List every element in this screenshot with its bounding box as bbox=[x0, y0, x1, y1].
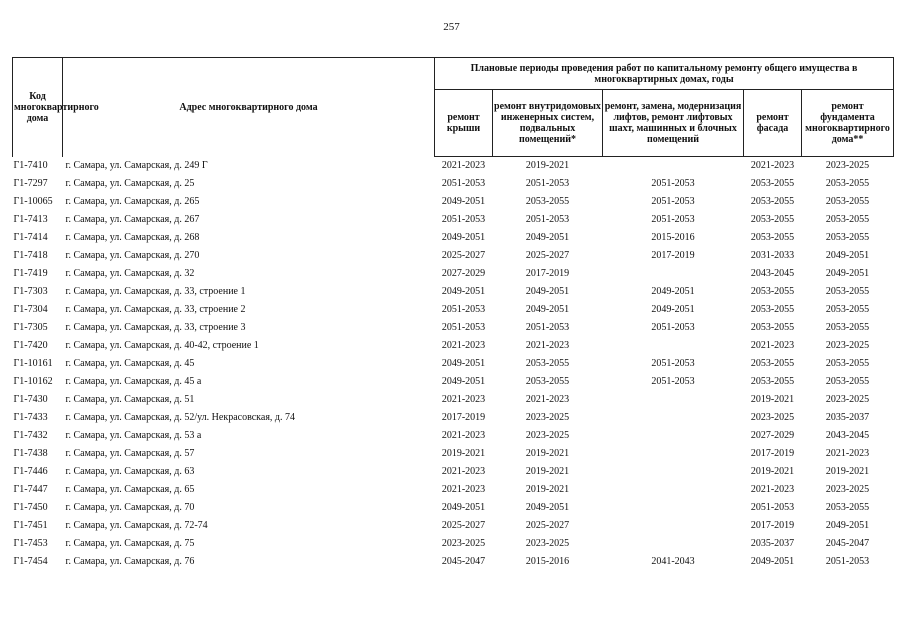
cell-facade: 2019-2021 bbox=[750, 466, 795, 477]
cell-roof: 2049-2051 bbox=[441, 502, 486, 513]
header-lifts: ремонт, замена, модернизация лифтов, ремонт лифтовых шахт, машинных и блочных помещений bbox=[603, 90, 744, 157]
table-row bbox=[13, 445, 894, 463]
cell-engineering: 2053-2055 bbox=[525, 196, 570, 207]
cell-foundation: 2053-2055 bbox=[825, 286, 870, 297]
table-row bbox=[13, 553, 894, 571]
cell-code: Г1-7450 bbox=[13, 502, 48, 513]
cell-roof: 2051-2053 bbox=[441, 178, 486, 189]
cell-roof: 2027-2029 bbox=[441, 268, 486, 279]
cell-address: г. Самара, ул. Самарская, д. 72-74 bbox=[65, 520, 208, 531]
cell-engineering: 2049-2051 bbox=[525, 286, 570, 297]
header-facade: ремонт фасада bbox=[744, 90, 802, 157]
cell-lifts: 2051-2053 bbox=[651, 214, 695, 225]
cell-code: Г1-7410 bbox=[13, 159, 48, 171]
cell-code: Г1-7418 bbox=[13, 250, 48, 261]
cell-address: г. Самара, ул. Самарская, д. 57 bbox=[65, 448, 195, 459]
header-periods: Плановые периоды проведения работ по капитальному ремонту общего имущества в многоквартирных домах, годы bbox=[435, 58, 894, 90]
cell-foundation: 2053-2055 bbox=[825, 376, 870, 387]
cell-address: г. Самара, ул. Самарская, д. 70 bbox=[65, 502, 195, 513]
header-foundation: ремонт фундамента многоквартирного дома** bbox=[802, 90, 894, 157]
cell-address: г. Самара, ул. Самарская, д. 33, строение 1 bbox=[65, 286, 246, 297]
cell-facade: 2043-2045 bbox=[750, 268, 795, 279]
header-address: Адрес многоквартирного дома bbox=[63, 58, 435, 157]
cell-address: г. Самара, ул. Самарская, д. 53 а bbox=[65, 430, 202, 441]
cell-foundation: 2053-2055 bbox=[825, 196, 870, 207]
cell-engineering: 2053-2055 bbox=[525, 376, 570, 387]
cell-lifts: 2049-2051 bbox=[651, 304, 695, 315]
table-row bbox=[13, 355, 894, 373]
cell-foundation: 2049-2051 bbox=[825, 250, 870, 261]
cell-engineering: 2023-2025 bbox=[525, 412, 570, 423]
cell-lifts bbox=[603, 517, 744, 535]
cell-engineering: 2019-2021 bbox=[525, 448, 570, 459]
page-number: 257 bbox=[443, 21, 460, 33]
cell-engineering: 2021-2023 bbox=[525, 340, 570, 351]
cell-facade: 2019-2021 bbox=[750, 394, 795, 405]
cell-roof: 2021-2023 bbox=[441, 160, 486, 171]
cell-lifts bbox=[603, 157, 744, 176]
cell-code: Г1-7420 bbox=[13, 340, 48, 351]
table-row bbox=[13, 427, 894, 445]
cell-lifts: 2051-2053 bbox=[651, 322, 695, 333]
cell-address: г. Самара, ул. Самарская, д. 75 bbox=[65, 538, 195, 549]
cell-facade: 2035-2037 bbox=[750, 538, 795, 549]
cell-engineering: 2051-2053 bbox=[525, 322, 570, 333]
cell-roof: 2021-2023 bbox=[441, 484, 486, 495]
cell-address: г. Самара, ул. Самарская, д. 45 bbox=[65, 358, 195, 369]
cell-address: г. Самара, ул. Самарская, д. 51 bbox=[65, 394, 195, 405]
cell-foundation: 2043-2045 bbox=[825, 430, 870, 441]
cell-facade: 2021-2023 bbox=[750, 340, 795, 351]
cell-facade: 2053-2055 bbox=[750, 178, 795, 189]
cell-foundation: 2053-2055 bbox=[825, 502, 870, 513]
table-row bbox=[13, 175, 894, 193]
cell-lifts bbox=[603, 427, 744, 445]
cell-foundation: 2023-2025 bbox=[825, 394, 870, 405]
cell-roof: 2051-2053 bbox=[441, 304, 486, 315]
cell-lifts bbox=[603, 481, 744, 499]
cell-foundation: 2049-2051 bbox=[825, 268, 870, 279]
table-body bbox=[13, 157, 894, 572]
header-roof: ремонт крыши bbox=[435, 90, 493, 157]
table-row bbox=[13, 319, 894, 337]
cell-lifts bbox=[603, 265, 744, 283]
cell-facade: 2023-2025 bbox=[750, 412, 795, 423]
table-row bbox=[13, 301, 894, 319]
cell-roof: 2051-2053 bbox=[441, 322, 486, 333]
cell-lifts: 2051-2053 bbox=[651, 358, 695, 369]
cell-engineering: 2017-2019 bbox=[525, 268, 570, 279]
table-row bbox=[13, 499, 894, 517]
cell-address: г. Самара, ул. Самарская, д. 33, строение 2 bbox=[65, 304, 246, 315]
table-row bbox=[13, 535, 894, 553]
table-row bbox=[13, 265, 894, 283]
cell-roof: 2049-2051 bbox=[441, 358, 486, 369]
cell-roof: 2021-2023 bbox=[441, 466, 486, 477]
cell-facade: 2053-2055 bbox=[750, 358, 795, 369]
cell-foundation: 2035-2037 bbox=[825, 412, 870, 423]
cell-foundation: 2023-2025 bbox=[825, 160, 870, 171]
cell-facade: 2017-2019 bbox=[750, 448, 795, 459]
cell-lifts: 2017-2019 bbox=[651, 250, 695, 261]
cell-code: Г1-7414 bbox=[13, 232, 48, 243]
table-row bbox=[13, 517, 894, 535]
table-row bbox=[13, 283, 894, 301]
cell-facade: 2053-2055 bbox=[750, 286, 795, 297]
table-row bbox=[13, 463, 894, 481]
cell-engineering: 2049-2051 bbox=[525, 304, 570, 315]
cell-foundation: 2021-2023 bbox=[825, 448, 870, 459]
cell-facade: 2053-2055 bbox=[750, 196, 795, 207]
cell-code: Г1-7297 bbox=[13, 178, 48, 189]
cell-roof: 2017-2019 bbox=[441, 412, 486, 423]
cell-code: Г1-7432 bbox=[13, 430, 48, 441]
cell-engineering: 2049-2051 bbox=[525, 502, 570, 513]
cell-facade: 2021-2023 bbox=[750, 160, 795, 171]
cell-address: г. Самара, ул. Самарская, д. 45 а bbox=[65, 376, 202, 387]
cell-facade: 2053-2055 bbox=[750, 232, 795, 243]
cell-lifts bbox=[603, 535, 744, 553]
table-row bbox=[13, 409, 894, 427]
cell-address: г. Самара, ул. Самарская, д. 32 bbox=[65, 268, 195, 279]
cell-engineering: 2049-2051 bbox=[525, 232, 570, 243]
cell-code: Г1-7433 bbox=[13, 412, 48, 423]
cell-foundation: 2019-2021 bbox=[825, 466, 870, 477]
cell-code: Г1-10161 bbox=[13, 358, 53, 369]
cell-foundation: 2053-2055 bbox=[825, 232, 870, 243]
cell-lifts: 2051-2053 bbox=[651, 196, 695, 207]
cell-foundation: 2053-2055 bbox=[825, 358, 870, 369]
cell-engineering: 2015-2016 bbox=[525, 556, 570, 567]
table-row bbox=[13, 229, 894, 247]
table-header bbox=[13, 58, 894, 157]
cell-code: Г1-7419 bbox=[13, 268, 48, 279]
table-row bbox=[13, 391, 894, 409]
cell-foundation: 2023-2025 bbox=[825, 340, 870, 351]
cell-foundation: 2051-2053 bbox=[825, 556, 870, 567]
table-row bbox=[13, 157, 894, 176]
cell-foundation: 2053-2055 bbox=[825, 214, 870, 225]
cell-engineering: 2051-2053 bbox=[525, 178, 570, 189]
cell-lifts bbox=[603, 445, 744, 463]
capital-repair-table bbox=[12, 57, 894, 571]
table-row bbox=[13, 373, 894, 391]
cell-roof: 2051-2053 bbox=[441, 214, 486, 225]
table-row bbox=[13, 211, 894, 229]
cell-engineering: 2021-2023 bbox=[525, 394, 570, 405]
cell-roof: 2049-2051 bbox=[441, 286, 486, 297]
cell-address: г. Самара, ул. Самарская, д. 265 bbox=[65, 196, 200, 207]
header-engineering: ремонт внутридомовых инженерных систем, подвальных помещений* bbox=[493, 90, 603, 157]
cell-foundation: 2053-2055 bbox=[825, 322, 870, 333]
cell-lifts: 2015-2016 bbox=[651, 232, 695, 243]
cell-facade: 2053-2055 bbox=[750, 214, 795, 225]
cell-engineering: 2025-2027 bbox=[525, 520, 570, 531]
cell-code: Г1-7451 bbox=[13, 520, 48, 531]
cell-roof: 2019-2021 bbox=[441, 448, 486, 459]
cell-address: г. Самара, ул. Самарская, д. 25 bbox=[65, 178, 195, 189]
cell-code: Г1-7430 bbox=[13, 394, 48, 405]
cell-facade: 2031-2033 bbox=[750, 250, 795, 261]
cell-code: Г1-7305 bbox=[13, 322, 48, 333]
cell-address: г. Самара, ул. Самарская, д. 33, строение 3 bbox=[65, 322, 246, 333]
table-row bbox=[13, 481, 894, 499]
cell-roof: 2025-2027 bbox=[441, 520, 486, 531]
cell-lifts bbox=[603, 391, 744, 409]
cell-lifts bbox=[603, 499, 744, 517]
cell-foundation: 2023-2025 bbox=[825, 484, 870, 495]
cell-lifts: 2051-2053 bbox=[651, 178, 695, 189]
table-row bbox=[13, 337, 894, 355]
cell-foundation: 2053-2055 bbox=[825, 304, 870, 315]
header-code: Код многоквартирного дома bbox=[13, 58, 63, 157]
cell-roof: 2021-2023 bbox=[441, 340, 486, 351]
cell-address: г. Самара, ул. Самарская, д. 270 bbox=[65, 250, 200, 261]
cell-lifts: 2041-2043 bbox=[651, 556, 695, 567]
cell-facade: 2053-2055 bbox=[750, 376, 795, 387]
cell-engineering: 2019-2021 bbox=[525, 484, 570, 495]
cell-code: Г1-7446 bbox=[13, 466, 48, 477]
cell-code: Г1-7303 bbox=[13, 286, 48, 297]
cell-address: г. Самара, ул. Самарская, д. 52/ул. Некрасовская, д. 74 bbox=[65, 412, 296, 423]
cell-address: г. Самара, ул. Самарская, д. 268 bbox=[65, 232, 200, 243]
cell-roof: 2021-2023 bbox=[441, 394, 486, 405]
cell-facade: 2027-2029 bbox=[750, 430, 795, 441]
table-row bbox=[13, 193, 894, 211]
cell-facade: 2051-2053 bbox=[750, 502, 795, 513]
cell-engineering: 2023-2025 bbox=[525, 430, 570, 441]
cell-engineering: 2023-2025 bbox=[525, 538, 570, 549]
cell-roof: 2049-2051 bbox=[441, 376, 486, 387]
cell-code: Г1-7453 bbox=[13, 538, 48, 549]
cell-code: Г1-7454 bbox=[13, 556, 48, 567]
cell-address: г. Самара, ул. Самарская, д. 249 Г bbox=[65, 159, 208, 171]
cell-engineering: 2051-2053 bbox=[525, 214, 570, 225]
cell-lifts bbox=[603, 409, 744, 427]
cell-engineering: 2025-2027 bbox=[525, 250, 570, 261]
cell-code: Г1-7304 bbox=[13, 304, 48, 315]
cell-facade: 2017-2019 bbox=[750, 520, 795, 531]
cell-facade: 2021-2023 bbox=[750, 484, 795, 495]
cell-roof: 2023-2025 bbox=[441, 538, 486, 549]
cell-roof: 2045-2047 bbox=[441, 556, 486, 567]
cell-engineering: 2019-2021 bbox=[525, 160, 570, 171]
cell-roof: 2049-2051 bbox=[441, 196, 486, 207]
cell-lifts: 2049-2051 bbox=[651, 286, 695, 297]
cell-roof: 2025-2027 bbox=[441, 250, 486, 261]
cell-facade: 2049-2051 bbox=[750, 556, 795, 567]
cell-address: г. Самара, ул. Самарская, д. 76 bbox=[65, 556, 195, 567]
cell-address: г. Самара, ул. Самарская, д. 267 bbox=[65, 214, 200, 225]
cell-facade: 2053-2055 bbox=[750, 304, 795, 315]
cell-foundation: 2053-2055 bbox=[825, 178, 870, 189]
cell-engineering: 2019-2021 bbox=[525, 466, 570, 477]
cell-foundation: 2049-2051 bbox=[825, 520, 870, 531]
cell-code: Г1-7447 bbox=[13, 484, 48, 495]
cell-lifts bbox=[603, 337, 744, 355]
cell-code: Г1-7438 bbox=[13, 448, 48, 459]
cell-code: Г1-7413 bbox=[13, 214, 48, 225]
cell-address: г. Самара, ул. Самарская, д. 65 bbox=[65, 484, 195, 495]
cell-lifts bbox=[603, 463, 744, 481]
cell-roof: 2021-2023 bbox=[441, 430, 486, 441]
cell-lifts: 2051-2053 bbox=[651, 376, 695, 387]
cell-foundation: 2045-2047 bbox=[825, 538, 870, 549]
cell-facade: 2053-2055 bbox=[750, 322, 795, 333]
cell-code: Г1-10162 bbox=[13, 376, 53, 387]
cell-address: г. Самара, ул. Самарская, д. 63 bbox=[65, 466, 195, 477]
cell-engineering: 2053-2055 bbox=[525, 358, 570, 369]
cell-code: Г1-10065 bbox=[13, 196, 53, 207]
cell-roof: 2049-2051 bbox=[441, 232, 486, 243]
cell-address: г. Самара, ул. Самарская, д. 40-42, строение 1 bbox=[65, 340, 259, 351]
table-row bbox=[13, 247, 894, 265]
